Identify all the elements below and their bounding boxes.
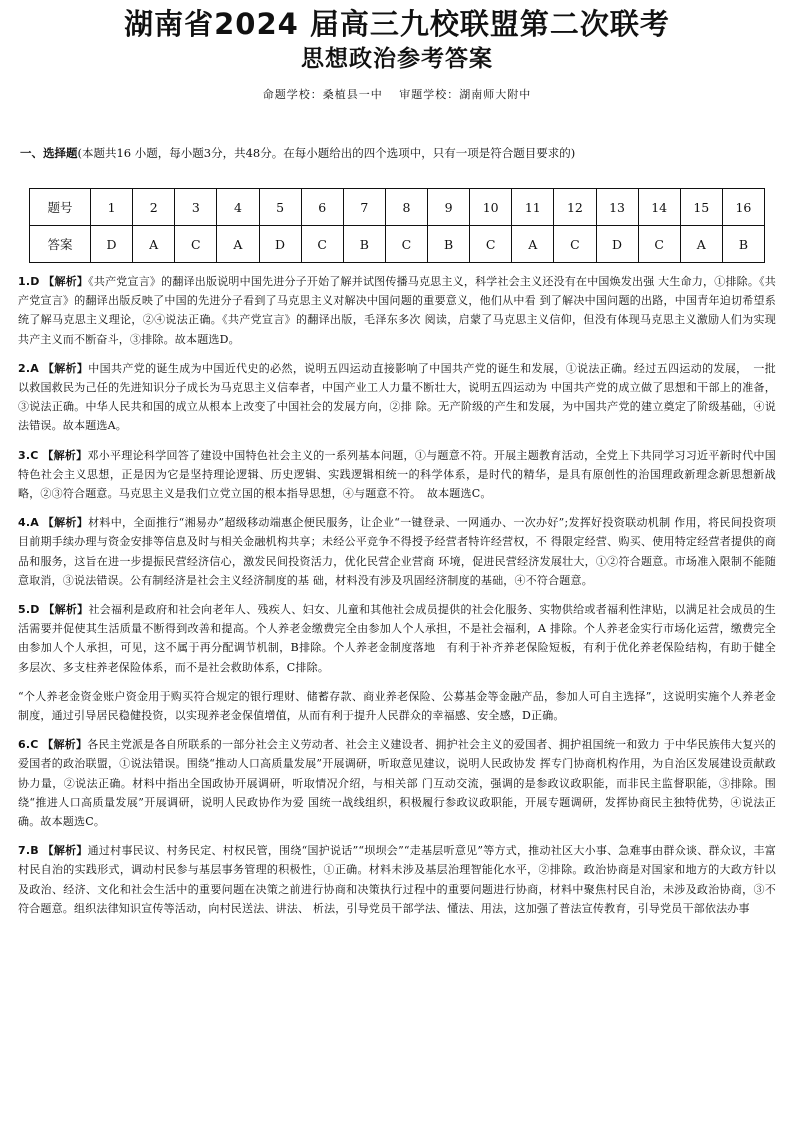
explanation-item — [18, 687, 776, 725]
explanation-item — [18, 600, 776, 677]
question-label: 2.A — [18, 361, 39, 375]
analysis-tag: 【解析】 — [43, 275, 89, 288]
question-number-cell: 12 — [554, 189, 596, 226]
answer-cell: A — [512, 226, 554, 263]
question-label: 7.B — [18, 844, 39, 858]
answer-cell: D — [596, 226, 638, 263]
answer-cell: B — [343, 226, 385, 263]
answer-cell: B — [428, 226, 470, 263]
analysis-tag: 【解析】 — [42, 738, 88, 752]
question-number-cell: 11 — [512, 189, 554, 226]
answer-table — [29, 188, 765, 263]
explanation-item — [18, 446, 776, 504]
question-number-cell: 1 — [91, 189, 133, 226]
question-number-cell: 4 — [217, 189, 259, 226]
answer-cell: D — [259, 226, 301, 263]
analysis-tag: 【解析】 — [43, 603, 89, 617]
analysis-tag: 【解析】 — [42, 448, 88, 462]
question-number-cell: 10 — [470, 189, 512, 226]
analysis-tag: 【解析】 — [42, 361, 89, 375]
answer-cell: D — [91, 226, 133, 263]
question-label: 6.C — [18, 738, 39, 752]
section-title: 一、选择题 — [20, 146, 78, 160]
answer-cell: C — [638, 226, 680, 263]
analysis-tag: 【解析】 — [42, 516, 89, 530]
explanation-item — [18, 359, 776, 436]
explanation-text: 社会福利是政府和社会向老年人、残疾人、妇女、儿童和其他社会成员提供的社会化服务、实物供给或者福利性津贴，以满足社会成员的生活需要并促使其生活质量不断得到改善和提高。个人养老金缴费完全由参加人个人承担，不是社会福利，A 排除。个人养老金实行市场化运营，缴费完全由参加人个人承担，可见，这不属于再分配调节机制，B排除。个人养老金制度落地 有利于补齐养老保险短板，有利于优化养老保险结构，有助于健全多层次、多支柱养老保险体系，而不是社会救助体系，C排除。 — [18, 603, 776, 674]
explanation-text: 《共产党宣言》的翻译出版说明中国先进分子开始了解并试图传播马克思主义，科学社会主义还没有在中国焕发出强 大生命力，①排除。《共产党宣言》的翻译出版反映了中国的先进分子看到了马克思主义对解决中国问题的重要意义，他们从中看 到了解决中国问题的出路，中国青年迫切希望系统了解马克思主义理论，②④说法正确。《共产党宣言》的翻译出版，毛泽东多次 阅读，启蒙了马克思主义信仰，但没有体现马克思主义激励人们为实现共产主义而不断奋斗，③排除。故本题选D。 — [18, 275, 776, 346]
question-label: 5.D — [18, 603, 40, 617]
row-label-number: 题号 — [30, 189, 91, 226]
answer-cell: B — [722, 226, 764, 263]
question-number-cell: 16 — [722, 189, 764, 226]
explanations-list — [18, 272, 776, 928]
answer-cell: C — [470, 226, 512, 263]
question-number-cell: 7 — [343, 189, 385, 226]
answer-cell: C — [175, 226, 217, 263]
question-number-cell: 2 — [133, 189, 175, 226]
explanation-text: 中国共产党的诞生成为中国近代史的必然，说明五四运动直接影响了中国共产党的诞生和发展，①说法正确。经过五四运动的发展， 一批以救国救民为己任的先进知识分子成长为马克思主义信奉者，中国产业工人力量不断壮大，说明五四运动为 中国共产党的成立做了思想和干部上的准备，③说法正确。中华人民共和国的成立从根本上改变了中国社会的发展方向，②排 除。无产阶级的产生和发展，为中国共产党的建立奠定了阶级基础，④说法错误。故本题选A。 — [18, 361, 776, 433]
question-number-cell: 9 — [428, 189, 470, 226]
explanation-item — [18, 841, 776, 918]
explanation-item — [18, 272, 776, 349]
explanation-text: “个人养老金资金账户资金用于购买符合规定的银行理财、储蓄存款、商业养老保险、公募基金等金融产品，参加人可自主选择”，这说明实施个人养老金制度，通过引导居民稳健投资，以实现养老金保值增值，从而有利于提升人民群众的幸福感、安全感，D正确。 — [18, 689, 776, 723]
document-subtitle: 思想政治参考答案 — [301, 46, 493, 72]
question-number-cell: 6 — [301, 189, 343, 226]
answer-cell: C — [554, 226, 596, 263]
question-number-cell: 15 — [680, 189, 722, 226]
question-number-cell: 8 — [385, 189, 427, 226]
explanation-text: 通过村事民议、村务民定、村权民管，围绕“国护说话”“坝坝会”“走基层听意见”等方式，推动社区大小事、急难事由群众谈、群众议，丰富村民自治的实践形式，调动村民参与基层事务管理的积极性，①正确。材料未涉及基层治理智能化水平，②排除。政治协商是对国家和地方的大政方针以及政治、经济、文化和社会生活中的重要问题在决策之前进行协商和决策执行过程中的重要问题进行协商，材料中聚焦村民自治，未涉及政治协商，③不符合题意。组织法律知识宣传等活动，向村民送法、讲法、 析法，引导党员干部学法、懂法、用法，这加强了普法宣传教育，引导党员干部依法办事 — [18, 844, 776, 915]
question-label: 3.C — [18, 448, 39, 462]
explanation-text: 邓小平理论科学回答了建设中国特色社会主义的一系列基本问题，①与题意不符。开展主题教育活动，全党上下共同学习习近平新时代中国特色社会主义思想，正是因为它是坚持理论逻辑、历史逻辑、实践逻辑相统一的科学体系，是时代的精华，是具有原创性的治国理政新理念新思想新战略，②③符合题意。马克思主义是我们立党立国的根本指导思想，④与题意不符。 故本题选C。 — [18, 448, 776, 501]
explanation-item — [18, 735, 776, 831]
answer-row — [30, 226, 765, 263]
question-number-cell: 3 — [175, 189, 217, 226]
explanation-text: 材料中，全面推行“湘易办”超级移动端惠企便民服务，让企业“一键登录、一网通办、一次办好”;发挥好投资联动机制 作用，将民间投资项目前期手续办理与资金安排等信息及时与相关金融机构共享；未经公平竞争不得授予经营者特许经营权，不 得限定经营、购买、使用特定经营者提供的商品和服务，这旨在进一步提振民营经济信心，激发民间投资活力，优化民营企业营商 环境，促进民营经济发展壮大，①②符合题意。市场准入限制不能随意取消，③说法错误。公有制经济是社会主义经济制度的基 础，材料没有涉及巩固经济制度的基础，④不符合题意。 — [18, 516, 776, 587]
explanation-text: 各民主党派是各自所联系的一部分社会主义劳动者、社会主义建设者、拥护社会主义的爱国者、拥护祖国统一和致力 于中华民族伟大复兴的爱国者的政治联盟，①说法错误。围绕“推动人口高质量发展”开展调研，听取意见建议，说明人民政协发 挥专门协商机构作用，为自治区发展建设贡献政协力量，②说法正确。材料中指出全国政协开展调研，听取情况介绍，与相关部 门互动交流，强调的是参政议政职能，而非民主监督职能，③排除。围绕“推进人口高质量发展”开展调研，说明人民政协作为爱 国统一战线组织，积极履行参政议政职能，开展专题调研，发挥协商民主独特优势，④说法正确。故本题选C。 — [18, 738, 776, 829]
question-number-cell: 13 — [596, 189, 638, 226]
question-number-cell: 14 — [638, 189, 680, 226]
section-heading — [20, 145, 780, 161]
question-label: 4.A — [18, 516, 39, 530]
question-number-cell: 5 — [259, 189, 301, 226]
question-label: 1.D — [18, 275, 40, 288]
reviewer-school: 审题学校：湖南师大附中 — [399, 88, 532, 101]
explanation-item — [18, 513, 776, 590]
answer-cell: A — [217, 226, 259, 263]
answer-cell: A — [680, 226, 722, 263]
answer-cell: C — [301, 226, 343, 263]
document-title: 湖南省2024 届高三九校联盟第二次联考 — [124, 7, 670, 41]
answer-cell: C — [385, 226, 427, 263]
question-number-row — [30, 189, 765, 226]
school-info — [0, 86, 794, 102]
row-label-answer: 答案 — [30, 226, 91, 263]
answer-cell: A — [133, 226, 175, 263]
analysis-tag: 【解析】 — [42, 844, 88, 858]
proposer-school: 命题学校：桑植县一中 — [262, 88, 383, 101]
section-note: (本题共16 小题，每小题3分，共48分。在每小题给出的四个选项中，只有一项是符合题目要求的) — [77, 146, 576, 160]
